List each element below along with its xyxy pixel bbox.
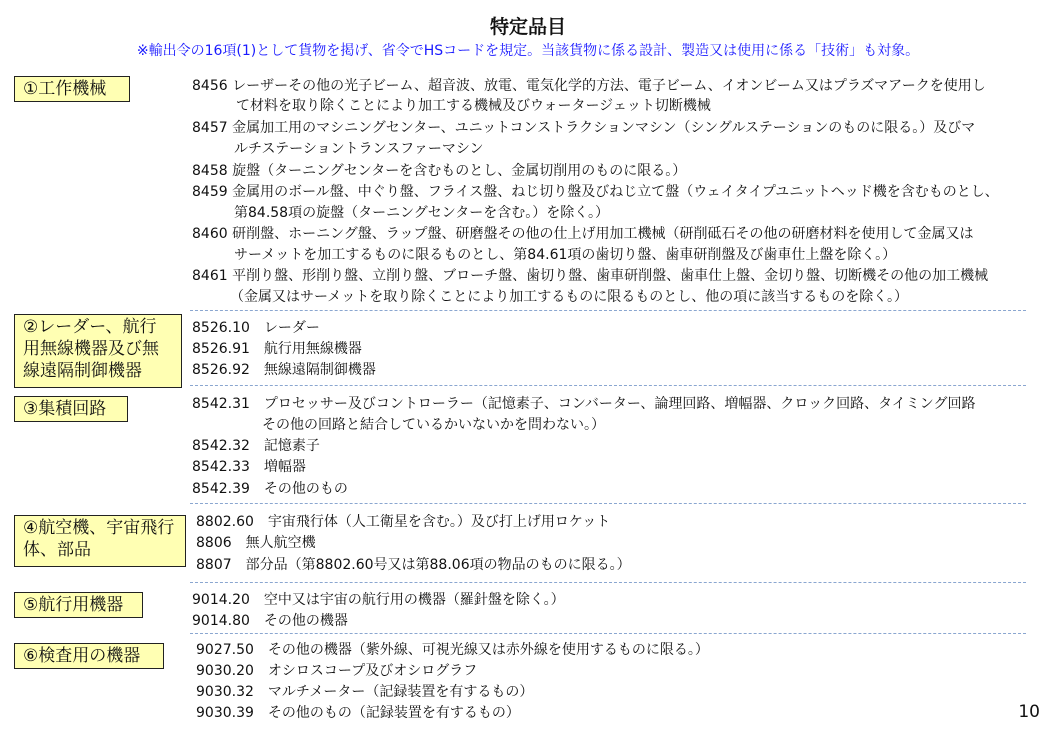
item-line: 8457 金属加工用のマシニングセンター、ユニットコンストラクションマシン（シングルステーションのものに限る。）及びマ xyxy=(192,120,976,136)
section-divider xyxy=(190,385,1026,386)
item-line: 9030.32 マルチメーター（記録装置を有するもの） xyxy=(196,684,534,700)
page-number: 10 xyxy=(1018,702,1040,722)
item-line: 8461 平削り盤、形削り盤、立削り盤、ブローチ盤、歯切り盤、歯車研削盤、歯車仕上盤、金切り盤、切断機その他の加工機械 xyxy=(192,268,989,284)
item-line: 8526.91 航行用無線機器 xyxy=(192,341,362,357)
item-line: その他の回路と結合しているかいないかを問わない。） xyxy=(262,417,605,433)
category-label-inspection-equipment: ⑥検査用の機器 xyxy=(14,643,164,669)
section-divider xyxy=(190,310,1026,311)
item-line: 8807 部分品（第8802.60号又は第88.06項の物品のものに限る。） xyxy=(196,557,631,573)
item-line: 8806 無人航空機 xyxy=(196,535,316,551)
section-divider xyxy=(190,503,1026,504)
item-line: 8456 レーザーその他の光子ビーム、超音波、放電、電気化学的方法、電子ビーム、イオンビーム又はプラズマアークを使用し xyxy=(192,78,986,94)
page-title: 特定品目 xyxy=(489,16,566,38)
category-label-aircraft: ④航空機、宇宙飛行体、部品 xyxy=(14,515,186,567)
item-line: 8460 研削盤、ホーニング盤、ラップ盤、研磨盤その他の仕上げ用加工機械（研削砥石その他の研磨材料を使用して金属又は xyxy=(192,226,974,242)
item-line: 9014.20 空中又は宇宙の航行用の機器（羅針盤を除く。） xyxy=(192,592,565,608)
item-line: 9030.39 その他のもの（記録装置を有するもの） xyxy=(196,705,520,721)
item-line: 第84.58項の旋盤（ターニングセンターを含む。）を除く。） xyxy=(234,205,609,221)
item-line: 8526.10 レーダー xyxy=(192,320,320,336)
item-line: サーメットを加工するものに限るものとし、第84.61項の歯切り盤、歯車研削盤及び歯車仕上盤を除く。） xyxy=(234,247,897,263)
category-label-machine-tools: ①工作機械 xyxy=(14,76,130,102)
item-line: 8459 金属用のボール盤、中ぐり盤、フライス盤、ねじ切り盤及びねじ立て盤（ウェイタイプユニットヘッド機を含むものとし、 xyxy=(192,184,999,200)
page-subtitle: ※輸出令の16項(1)として貨物を掲げ、省令でHSコードを規定。当該貨物に係る設計、製造又は使用に係る「技術」も対象。 xyxy=(136,43,920,59)
item-line: 9027.50 その他の機器（紫外線、可視光線又は赤外線を使用するものに限る。） xyxy=(196,642,709,658)
category-label-integrated-circuits: ③集積回路 xyxy=(14,396,128,422)
item-line: 8542.33 増幅器 xyxy=(192,459,306,475)
item-line: 8526.92 無線遠隔制御機器 xyxy=(192,362,376,378)
item-line: 8542.39 その他のもの xyxy=(192,481,348,497)
section-divider xyxy=(190,582,1026,583)
item-line: ルチステーショントランスファーマシン xyxy=(234,141,484,157)
section-divider xyxy=(190,633,1026,634)
item-line: 8542.32 記憶素子 xyxy=(192,438,320,454)
item-line: （金属又はサーメットを取り除くことにより加工するものに限るものとし、他の項に該当するものを除く。） xyxy=(230,289,909,305)
item-line: て材料を取り除くことにより加工する機械及びウォータージェット切断機械 xyxy=(236,98,711,114)
item-line: 8542.31 プロセッサー及びコントローラー（記憶素子、コンバーター、論理回路、増幅器、クロック回路、タイミング回路 xyxy=(192,396,976,412)
item-line: 9014.80 その他の機器 xyxy=(192,613,348,629)
item-line: 9030.20 オシロスコープ及びオシログラフ xyxy=(196,663,478,679)
item-line: 8802.60 宇宙飛行体（人工衛星を含む。）及び打上げ用ロケット xyxy=(196,514,611,530)
category-label-radar: ②レーダー、航行用無線機器及び無線遠隔制御機器 xyxy=(14,314,182,388)
item-line: 8458 旋盤（ターニングセンターを含むものとし、金属切削用のものに限る。） xyxy=(192,163,687,179)
category-label-navigation-equipment: ⑤航行用機器 xyxy=(14,592,143,618)
